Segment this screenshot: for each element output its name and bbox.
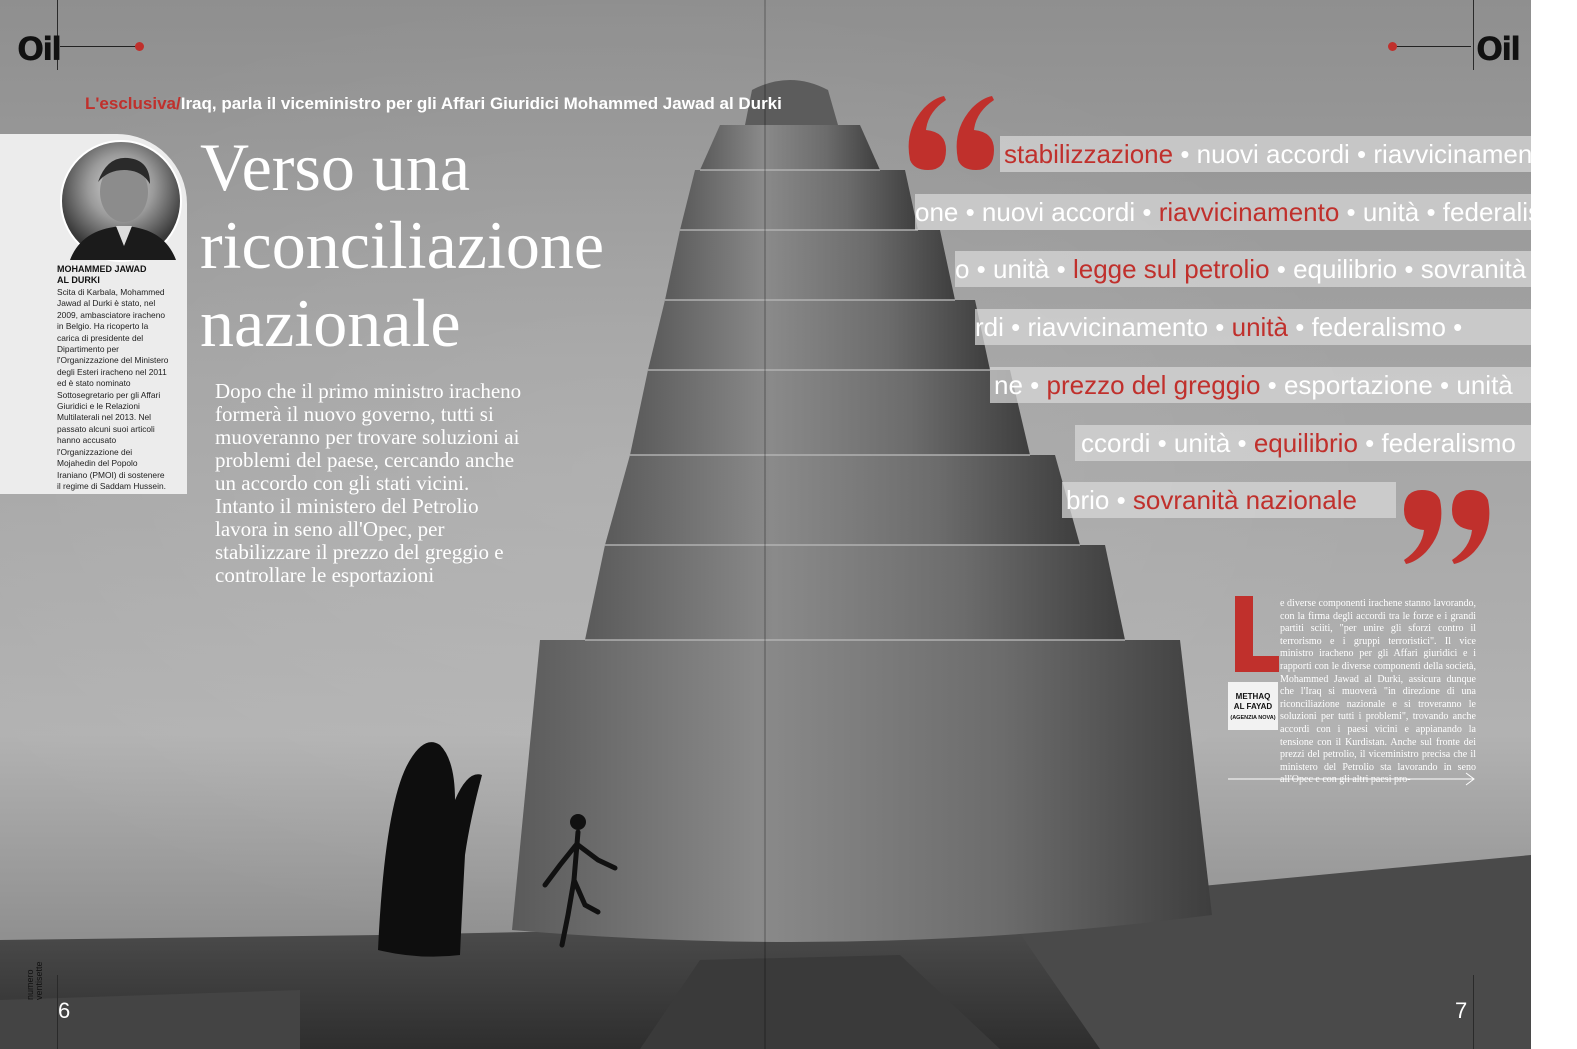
article-body-lead (1280, 598, 1476, 787)
photo-credit (1228, 682, 1278, 730)
credit-agency: (AGENZIA NOVA) (1230, 715, 1276, 721)
red-dot-left (135, 42, 144, 51)
keyword-segment: o • unità • (955, 254, 1073, 284)
keyword-band-text (994, 368, 1513, 402)
keyword-segment: prezzo del greggio (1046, 370, 1261, 400)
keyword-band-text (915, 195, 1577, 229)
bio-text: Scita di Karbala, Mohammed Jawad al Durki è stato, nel 2009, ambasciatore iracheno in Belgio. Ha ricoperto la carica di presidente del Dipartimento per l'Organizzazione del Ministero degli Esteri iracheno nel 2011 ed è stato nominato Sottosegretario per gli Affari Giuridici e le Relazioni Multilaterali nel 2013. Nel passato alcuni suoi articoli hanno accusato l'Organizzazione dei Mojahedin del Popolo Iraniano (PMOI) di sostenere il regime di Saddam Hussein. (57, 287, 169, 491)
keyword-band-text (975, 310, 1462, 344)
keyword-band-4 (975, 309, 1531, 345)
issue-line2: ventisette (34, 961, 44, 1000)
title-line-3: nazionale (200, 285, 461, 361)
keyword-band-text (1081, 426, 1516, 460)
continue-arrow-icon (1228, 772, 1478, 786)
oil-logo-right: Oil (1476, 30, 1520, 68)
credit-name-line1: METHAQ (1235, 692, 1271, 701)
keyword-segment: stabilizzazione (1004, 139, 1174, 169)
keyword-band-text (955, 252, 1526, 286)
keyword-segment: • federalismo (1357, 428, 1516, 458)
keyword-segment: unità (1231, 312, 1289, 342)
keyword-segment: rdi • riavvicinamento • (975, 312, 1232, 342)
title-line-1: Verso una (200, 129, 471, 205)
keyword-segment: legge sul petrolio (1072, 254, 1270, 284)
frame-line-right (1473, 0, 1474, 70)
folio-line-right (1473, 975, 1474, 1049)
open-quote-icon (902, 90, 1002, 180)
page-number-left: 6 (58, 998, 71, 1023)
keyword-segment: one • nuovi accordi • (915, 197, 1159, 227)
kicker (85, 94, 782, 114)
article-body-text: e diverse componenti irachene stanno lavorando, con la firma degli accordi tra le forze e i grandi partiti sciiti, "per unire gli sforzi contro il terrorismo e i gruppi terroristici". Il vice ministro iracheno per gli Affari giuridici e i rapporti con le diverse componenti della società, Mohammed Jawad al Durki, assicura dunque che l'Iraq si muoverà "in direzione di una riconciliazione nazionale e si troveranno le soluzioni per tutti i problemi", trovando anche accordi con i paesi vicini e appianando la tensione con il Kurdistan. Anche sul fronte dei prezzi del petrolio, il viceministro precisa che il ministero del Petrolio sta lavorando in seno all'Opec e con gli altri paesi pro- (1280, 598, 1476, 786)
keyword-segment: equilibrio (1253, 428, 1358, 458)
credit-name-line2: AL FAYAD (1233, 702, 1273, 711)
keyword-band-text (1004, 137, 1554, 171)
keyword-segment: • esportazione • unità (1260, 370, 1513, 400)
bio-name (57, 264, 167, 286)
bio-name-line1: MOHAMMED JAWAD (57, 264, 147, 274)
portrait-illustration (62, 142, 180, 260)
logo-rule-right (1393, 46, 1471, 47)
close-quote-icon (1394, 480, 1494, 570)
portrait-photo (60, 140, 182, 262)
page-number-right: 7 (1455, 998, 1468, 1023)
keyword-segment: brio • (1066, 485, 1133, 515)
page-gutter (764, 0, 766, 1049)
credit-name (1228, 692, 1278, 712)
title-line-2: riconciliazione (200, 207, 605, 283)
keyword-segment: • nuovi accordi • riavvicinamento (1173, 139, 1555, 169)
keyword-segment: • federalismo • (1288, 312, 1463, 342)
keyword-band-1 (1000, 136, 1555, 172)
intro-standfirst: Dopo che il primo ministro iracheno formerà il nuovo governo, tutti si muoveranno per trovare soluzioni ai problemi del paese, cercando anche un accordo con gli stati vicini. Intanto il ministero del Petrolio lavora in seno all'Opec, per stabilizzare il prezzo del greggio e controllare le esportazioni (215, 379, 522, 587)
kicker-label: L'esclusiva/ (85, 94, 181, 113)
keyword-band-5 (990, 367, 1531, 403)
red-dot-right (1388, 42, 1397, 51)
article-title (200, 128, 720, 362)
keyword-band-text (1066, 483, 1357, 517)
keyword-band-6 (1075, 425, 1531, 461)
logo-rule-left (60, 46, 138, 47)
keyword-segment: • equilibrio • sovranità (1269, 254, 1527, 284)
keyword-segment: riavvicinamento (1158, 197, 1340, 227)
oil-logo-left: Oil (17, 30, 61, 68)
keyword-band-2 (915, 194, 1577, 230)
issue-label (26, 961, 44, 1000)
keyword-band-7 (1062, 482, 1396, 518)
keyword-segment: sovranità nazionale (1132, 485, 1357, 515)
kicker-text: Iraq, parla il viceministro per gli Affari Giuridici Mohammed Jawad al Durki (180, 94, 782, 113)
bio-name-line2: AL DURKI (57, 275, 100, 285)
keyword-segment: ccordi • unità • (1081, 428, 1254, 458)
keyword-band-3 (955, 251, 1531, 287)
keyword-segment: ne • (994, 370, 1047, 400)
keyword-segment: • unità • federalismo (1339, 197, 1577, 227)
issue-line1: numero (25, 969, 35, 1000)
